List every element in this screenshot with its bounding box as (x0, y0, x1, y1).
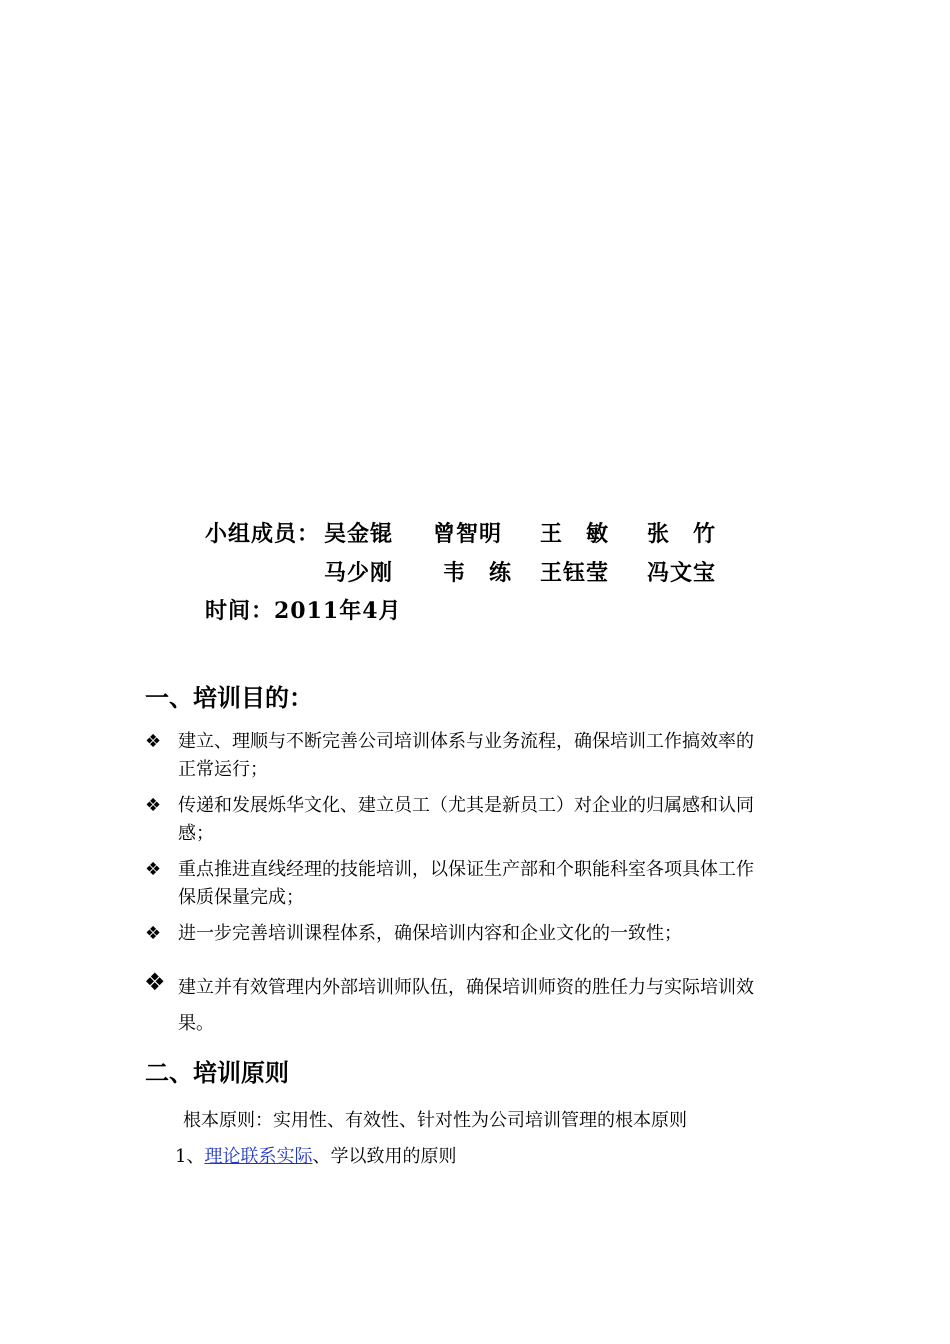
list-item-line: 保质保量完成； (178, 887, 304, 908)
diamond-bullet-icon: ❖ (145, 923, 162, 944)
list-item-line: 建立并有效管理内外部培训师队伍，确保培训师资的胜任力与实际培训效 (178, 977, 754, 998)
principle-link[interactable]: 理论联系实际 (204, 1146, 313, 1167)
team-member: 曾智明 (433, 521, 503, 547)
team-member: 吴金锟 (324, 521, 394, 547)
team-member: 张 竹 (647, 521, 717, 547)
list-item-line: 果。 (178, 1013, 214, 1034)
diamond-bullet-icon: ❖ (145, 731, 162, 752)
principle-number: 1、 (175, 1146, 205, 1167)
principle-item (175, 1142, 456, 1168)
team-label: 小组成员： (205, 521, 321, 547)
principle-text: 、学以致用的原则 (312, 1146, 457, 1167)
objectives-list (145, 728, 805, 1042)
principle-intro: 根本原则：实用性、有效性、针对性为公司培训管理的根本原则 (183, 1110, 687, 1131)
team-member: 王钰莹 (540, 560, 610, 586)
time-line: 时间：2011年4月 (205, 598, 402, 624)
list-item-line: 感； (178, 823, 214, 844)
team-member: 韦 练 (443, 560, 513, 586)
section-heading: 一、培训目的： (145, 683, 313, 712)
list-item-line: 正常运行； (178, 759, 268, 780)
list-item (145, 728, 805, 784)
list-item-line: 建立、理顺与不断完善公司培训体系与业务流程，确保培训工作搞效率的 (178, 731, 754, 752)
list-item-line: 重点推进直线经理的技能培训，以保证生产部和个职能科室各项具体工作 (178, 859, 754, 880)
diamond-bullet-icon: ❖ (145, 795, 162, 816)
list-item (145, 970, 805, 1042)
list-item (145, 920, 805, 948)
section-heading: 二、培训原则 (145, 1058, 289, 1087)
list-item-line: 传递和发展烁华文化、建立员工（尤其是新员工）对企业的归属感和认同 (178, 795, 754, 816)
list-item (145, 856, 805, 912)
list-item (145, 792, 805, 848)
list-item-line: 进一步完善培训课程体系，确保培训内容和企业文化的一致性； (178, 923, 682, 944)
team-member: 马少刚 (324, 560, 394, 586)
diamond-bullet-icon: ❖ (145, 859, 162, 880)
team-member: 王 敏 (540, 521, 610, 547)
team-member: 冯文宝 (647, 560, 717, 586)
diamond-bullet-icon: ❖ (144, 968, 166, 996)
